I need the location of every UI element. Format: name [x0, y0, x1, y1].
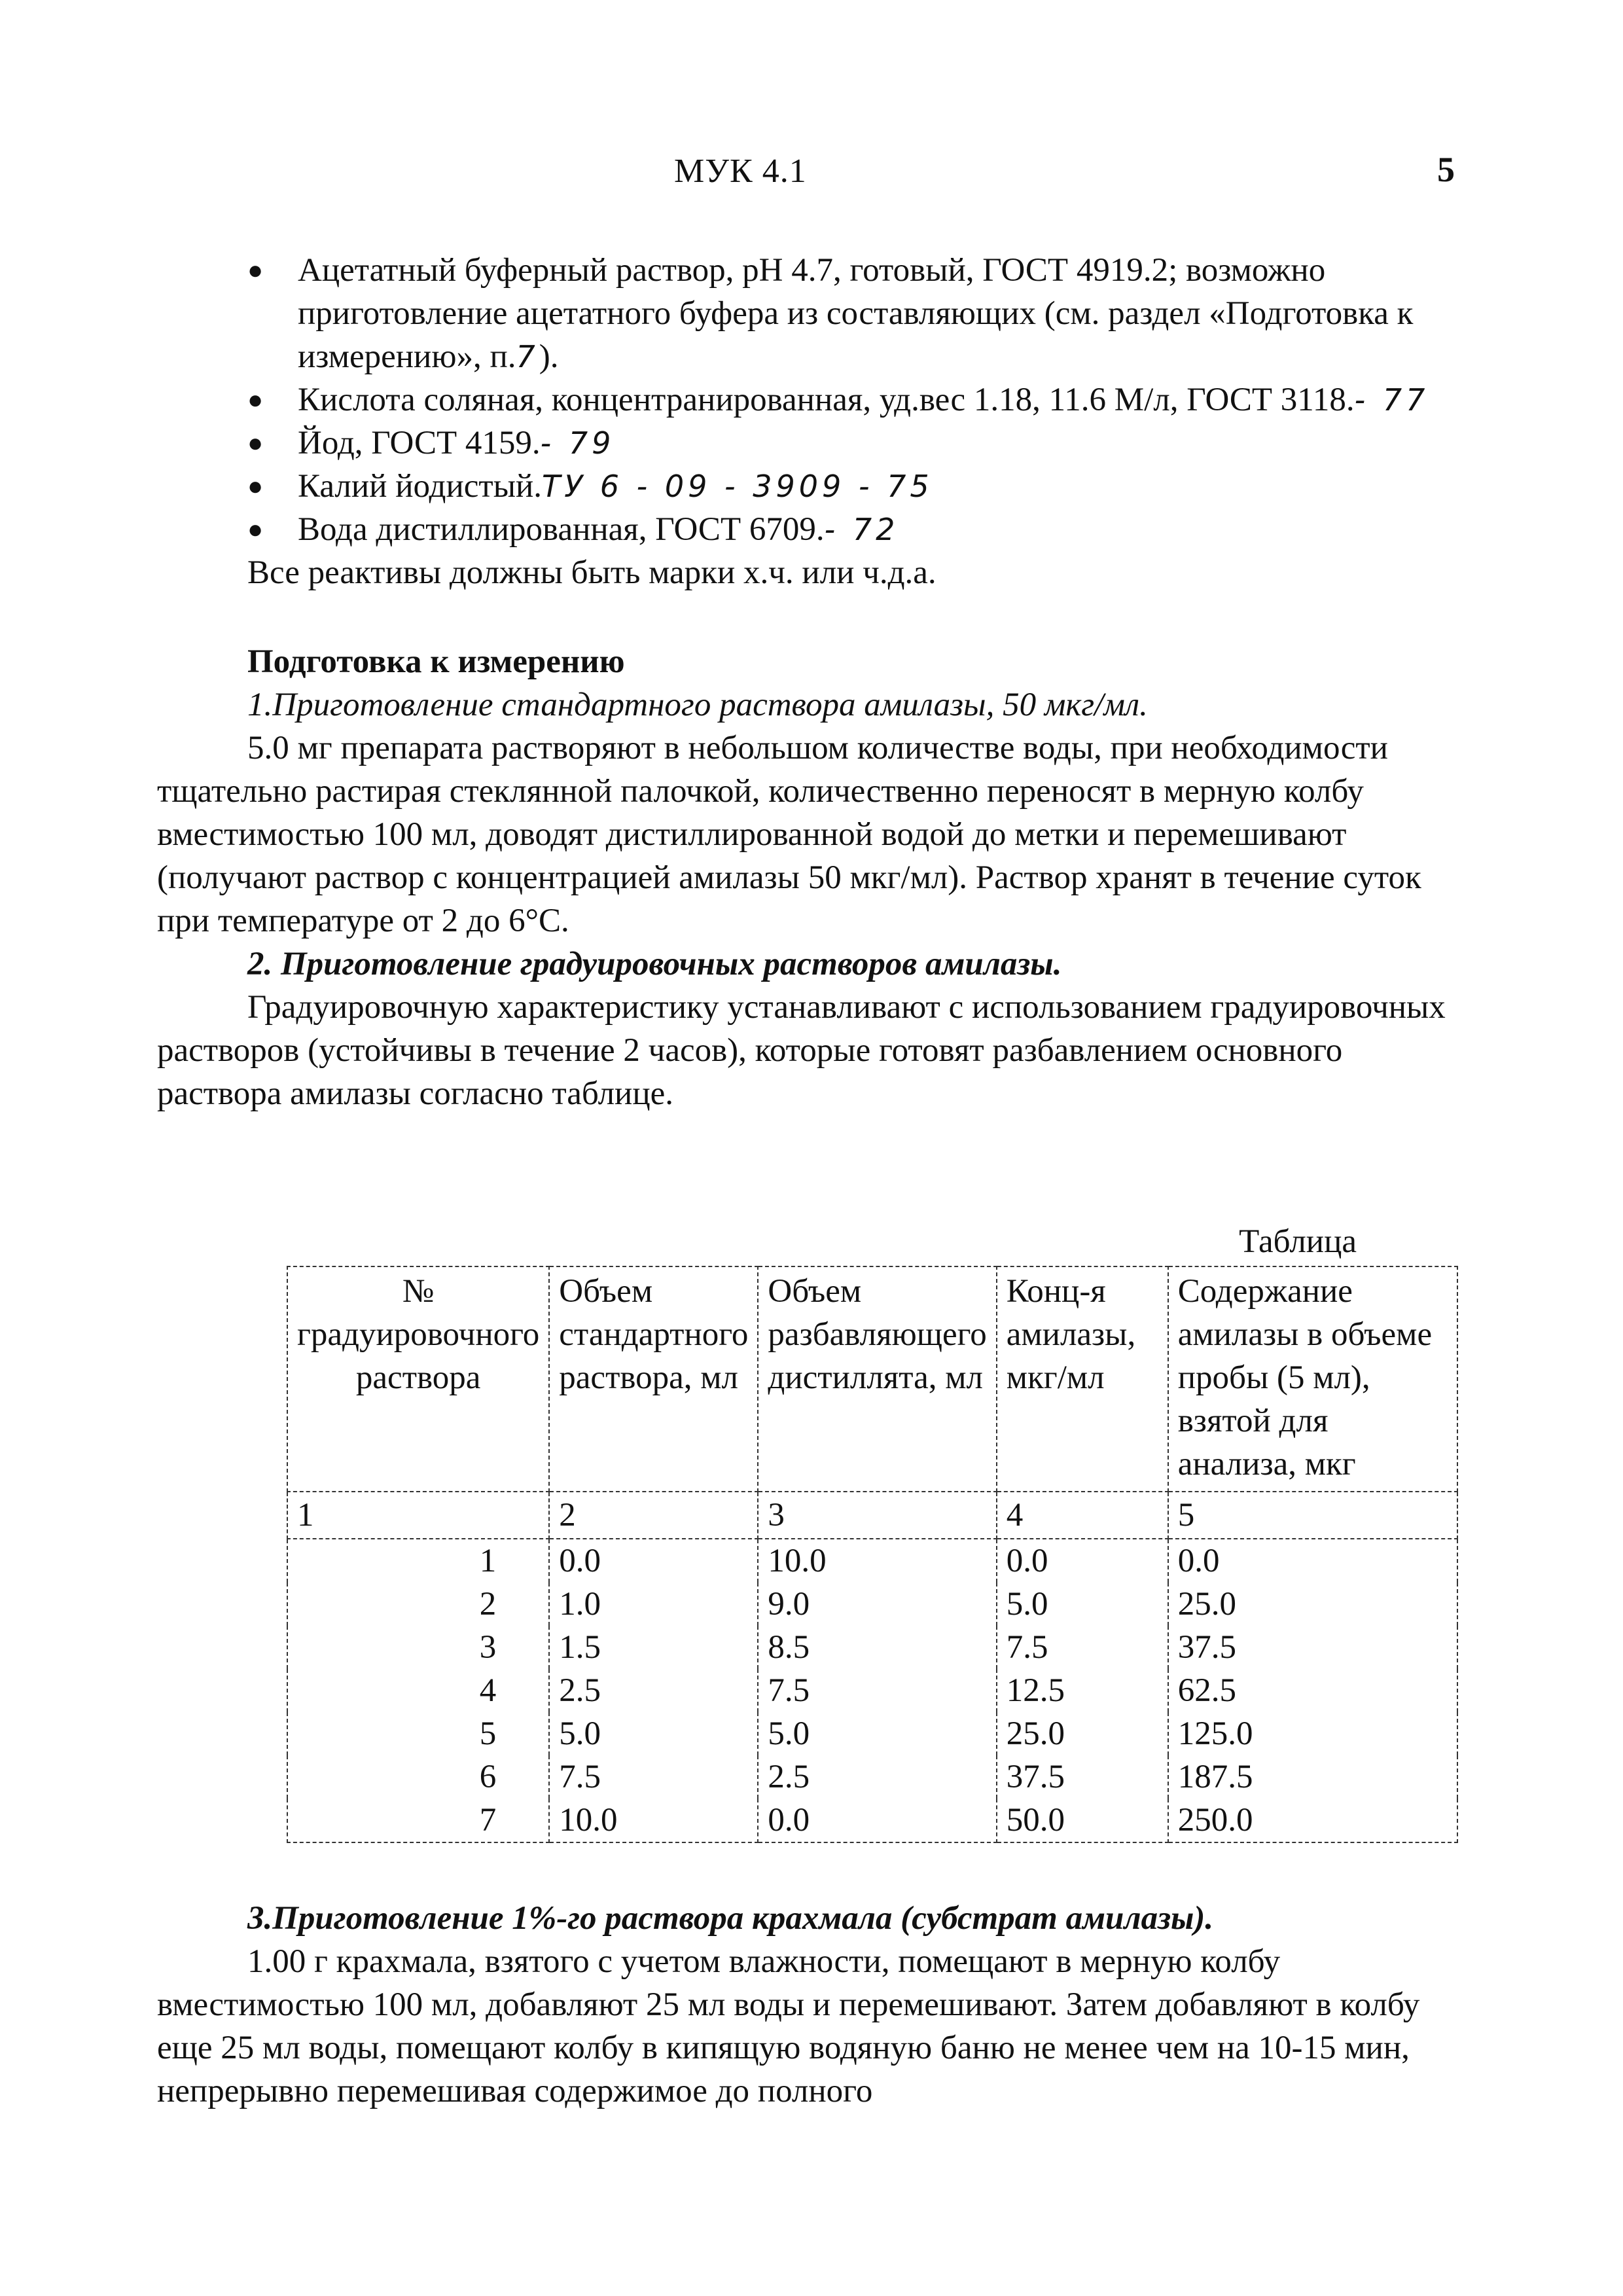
- table-row: [287, 1799, 1457, 1842]
- table-row: [287, 1712, 1457, 1755]
- table-cell: 7.5: [997, 1626, 1168, 1669]
- document-header-title: МУК 4.1: [674, 152, 807, 190]
- table-cell: 125.0: [1168, 1712, 1457, 1755]
- reagent-text: Вода дистиллированная, ГОСТ 6709.: [298, 511, 825, 548]
- section-heading: Подготовка к измерению: [247, 643, 625, 680]
- handwritten-annotation: 7: [516, 339, 539, 374]
- table-cell: 25.0: [1168, 1583, 1457, 1626]
- bullet-icon: ●: [247, 385, 264, 414]
- step3-block: [157, 1897, 1472, 2113]
- table-cell: 5.0: [758, 1712, 996, 1755]
- table-cell: 7: [287, 1799, 549, 1842]
- table-cell: 1: [287, 1539, 549, 1583]
- column-number: 5: [1168, 1492, 1457, 1539]
- column-header: № градуировочного раствора: [287, 1266, 549, 1492]
- bullet-icon: ●: [247, 428, 264, 457]
- table-cell: 6: [287, 1755, 549, 1799]
- handwritten-annotation: - 79: [540, 425, 615, 461]
- bullet-icon: ●: [247, 471, 264, 501]
- handwritten-annotation: ТУ 6 - 09 - 3909 - 75: [542, 469, 933, 504]
- table-cell: 62.5: [1168, 1669, 1457, 1712]
- column-header: Объем стандартного раствора, мл: [549, 1266, 758, 1492]
- table-cell: 25.0: [997, 1712, 1168, 1755]
- table-cell: 0.0: [758, 1799, 996, 1842]
- reagent-text: Ацетатный буферный раствор, рН 4.7, готовый, ГОСТ 4919.2; возможно приготовление ацетатного буфера из составляющих (см. раздел «Подготовка к измерению», п.: [298, 252, 1414, 375]
- table-cell: 0.0: [1168, 1539, 1457, 1583]
- reagent-text: Калий йодистый.: [298, 468, 543, 505]
- table-cell: 7.5: [758, 1669, 996, 1712]
- table-cell: 5.0: [997, 1583, 1168, 1626]
- step2-title: 2. Приготовление градуировочных растворов амилазы.: [247, 946, 1062, 982]
- main-content: [157, 249, 1472, 1115]
- page-number: 5: [1437, 150, 1455, 189]
- column-number: 1: [287, 1492, 549, 1539]
- reagent-item: [157, 422, 1472, 465]
- table-cell: 3: [287, 1626, 549, 1669]
- table-cell: 9.0: [758, 1583, 996, 1626]
- column-number-row: [287, 1492, 1457, 1539]
- table-header-row: [287, 1266, 1457, 1492]
- bullet-icon: ●: [247, 255, 264, 285]
- table-caption: Таблица: [1239, 1223, 1357, 1260]
- column-number: 3: [758, 1492, 996, 1539]
- step3-text: 1.00 г крахмала, взятого с учетом влажности, помещают в мерную колбу вместимостью 100 мл, добавляют 25 мл воды и перемешивают. Затем добавляют в колбу еще 25 мл воды, помещают колбу в кипящую водяную баню не менее чем на 10-15 мин, непрерывно перемешивая содержимое до полного: [157, 1943, 1420, 2109]
- handwritten-annotation: - 77: [1354, 382, 1429, 418]
- table-cell: 10.0: [549, 1799, 758, 1842]
- table-cell: 1.5: [549, 1626, 758, 1669]
- step3-title: 3.Приготовление 1%-го раствора крахмала (субстрат амилазы).: [247, 1900, 1214, 1937]
- table-row: [287, 1669, 1457, 1712]
- step1-title: 1.Приготовление стандартного раствора амилазы, 50 мкг/мл.: [247, 687, 1148, 723]
- table-cell: 12.5: [997, 1669, 1168, 1712]
- calibration-table-block: [287, 1223, 1458, 1843]
- reagent-item: [157, 508, 1472, 551]
- table-cell: 10.0: [758, 1539, 996, 1583]
- column-number: 2: [549, 1492, 758, 1539]
- column-header: Объем разбавляющего дистиллята, мл: [758, 1266, 996, 1492]
- table-cell: 7.5: [549, 1755, 758, 1799]
- table-cell: 0.0: [549, 1539, 758, 1583]
- table-cell: 5: [287, 1712, 549, 1755]
- table-cell: 50.0: [997, 1799, 1168, 1842]
- reagent-list: [157, 249, 1472, 551]
- table-row: [287, 1539, 1457, 1583]
- column-header: Содержание амилазы в объеме пробы (5 мл), взятой для анализа, мкг: [1168, 1266, 1457, 1492]
- reagent-text: Йод, ГОСТ 4159.: [298, 425, 541, 461]
- reagent-text: Кислота соляная, концентранированная, уд.вес 1.18, 11.6 М/л, ГОСТ 3118.: [298, 382, 1355, 418]
- reagent-item: [157, 249, 1472, 378]
- table-row: [287, 1755, 1457, 1799]
- calibration-table: [287, 1266, 1458, 1843]
- table-cell: 187.5: [1168, 1755, 1457, 1799]
- table-cell: 2: [287, 1583, 549, 1626]
- table-cell: 4: [287, 1669, 549, 1712]
- reagent-text-tail: ).: [539, 338, 559, 375]
- reagent-item: [157, 378, 1472, 422]
- handwritten-annotation: - 72: [824, 512, 899, 547]
- table-cell: 5.0: [549, 1712, 758, 1755]
- table-cell: 2.5: [549, 1669, 758, 1712]
- table-row: [287, 1626, 1457, 1669]
- table-cell: 8.5: [758, 1626, 996, 1669]
- reagents-note: Все реактивы должны быть марки х.ч. или ч.д.а.: [247, 554, 936, 591]
- step1-text: 5.0 мг препарата растворяют в небольшом количестве воды, при необходимости тщательно растирая стеклянной палочкой, количественно переносят в мерную колбу вместимостью 100 мл, доводят дистиллированной водой до метки и перемешивают (получают раствор с концентрацией амилазы 50 мкг/мл). Раствор хранят в течение суток при температуре от 2 до 6°С.: [157, 730, 1421, 939]
- table-cell: 2.5: [758, 1755, 996, 1799]
- table-cell: 0.0: [997, 1539, 1168, 1583]
- bullet-icon: ●: [247, 514, 264, 544]
- step2-text: Градуировочную характеристику устанавливают с использованием градуировочных растворов (устойчивы в течение 2 часов), которые готовят разбавлением основного раствора амилазы согласно таблице.: [157, 989, 1446, 1112]
- reagent-item: [157, 465, 1472, 508]
- table-cell: 1.0: [549, 1583, 758, 1626]
- table-cell: 37.5: [997, 1755, 1168, 1799]
- table-cell: 250.0: [1168, 1799, 1457, 1842]
- table-cell: 37.5: [1168, 1626, 1457, 1669]
- table-row: [287, 1583, 1457, 1626]
- column-number: 4: [997, 1492, 1168, 1539]
- column-header: Конц-я амилазы, мкг/мл: [997, 1266, 1168, 1492]
